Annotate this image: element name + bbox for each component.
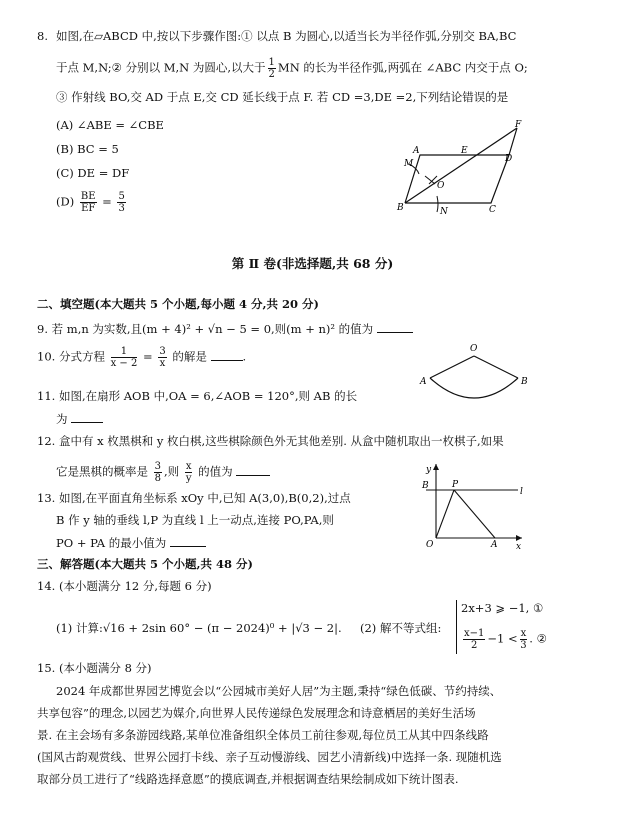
q12-line1: 12. 盒中有 x 枚黑棋和 y 枚白棋,这些棋除颜色外无其他差别. 从盒中随机取出一枚棋子,如果 [37, 434, 504, 448]
q13-label-a: A [491, 540, 498, 550]
q13-line1: 13. 如图,在平面直角坐标系 xOy 中,已知 A(3,0),B(0,2),过点 [37, 491, 351, 505]
q14-heading: 14. (本小题满分 12 分,每题 6 分) [37, 579, 212, 593]
q11-line1: 11. 如图,在扇形 AOB 中,OA = 6,∠AOB = 120°,则 AB 的长 [37, 389, 358, 403]
q8-label-c: C [489, 205, 496, 215]
q13-label-b: B [422, 481, 429, 491]
q15-line3: 景. 在主会场有多条游园线路,某单位准备组织全体员工前往参观,每位员工从其中四条线路 [37, 728, 489, 742]
q8-label-e: E [461, 146, 468, 156]
q12-line2: 它是黑棋的概率是 $\frac{3}{8}$ ,则 $\frac{x}{y}$ 的值为 [56, 461, 270, 484]
q11-label-a: A [420, 377, 427, 387]
q15-line4: (国风古韵观赏线、世界公园打卡线、亲子互动慢游线、园艺小清新线)中选择一条. 现随机选 [37, 750, 502, 764]
q15-heading: 15. (本小题满分 8 分) [37, 661, 152, 675]
q15-line5: 取部分员工进行了“线路选择意愿”的摸底调查,并根据调查结果绘制成如下统计图表. [37, 772, 459, 786]
section2-heading: 二、填空题(本大题共 5 个小题,每小题 4 分,共 20 分) [37, 297, 319, 311]
q11-label-b: B [521, 377, 528, 387]
q8-label-d: D [505, 154, 513, 164]
q11-sector-figure [418, 340, 530, 420]
q13-coordinate-figure [418, 458, 528, 550]
q13-line2: B 作 y 轴的垂线 l,P 为直线 l 上一动点,连接 PO,PA,则 [56, 513, 334, 527]
q13-label-p: P [452, 480, 459, 490]
q9-text: 9. 若 m,n 为实数,且(m + 4)² + √n − 5 = 0,则(m + n)² 的值为 [37, 320, 413, 337]
q8-option-d: (D) $\frac{BE}{EF}$ = $\frac{5}{3}$ [56, 191, 125, 214]
section3-heading: 三、解答题(本大题共 5 个小题,共 48 分) [37, 557, 253, 571]
q8-line2: 于点 M,N;② 分别以 M,N 为圆心,以大于 $\frac{1}{2}$ MN 的长为半径作弧,两弧在 ∠ABC 内交于点 O; [56, 57, 528, 80]
q14-part1: (1) 计算:√16 + 2sin 60° − (π − 2024)⁰ + |√3 − 2|. [56, 621, 342, 635]
q13-label-o: O [426, 540, 434, 550]
q15-line1: 2024 年成都世界园艺博览会以“公园城市美好人居”为主题,秉持“绿色低碳、节约持续、 [56, 684, 502, 698]
q12-answer-blank[interactable] [236, 463, 270, 476]
q11-line2: 为 [56, 410, 103, 427]
q10-text: 10. 分式方程 $\frac{1}{x - 2}$ = $\frac{3}{x}$ 的解是 . [37, 346, 247, 369]
q11-answer-blank[interactable] [71, 410, 103, 423]
q13-label-x: x [516, 542, 522, 550]
q14-system-brace [456, 600, 457, 654]
q8-parallelogram-figure [395, 118, 530, 218]
q14-part2-label: (2) 解不等式组: [360, 621, 442, 635]
q8-option-c: (C) DE = DF [56, 166, 130, 180]
q13-label-y: y [426, 465, 432, 475]
q14-inequality-2: $\frac{x-1}{2}$ −1 < $\frac{x}{3}$ . ② [464, 628, 547, 651]
part2-title: 第 Ⅱ 卷(非选择题,共 68 分) [231, 256, 394, 271]
q8-label-b: B [397, 203, 404, 213]
q8-line1: 如图,在▱ABCD 中,按以下步骤作图:① 以点 B 为圆心,以适当长为半径作弧,分别交 BA,BC [56, 29, 517, 43]
q8-label-o: O [437, 181, 445, 191]
q13-answer-blank[interactable] [170, 534, 206, 547]
q11-label-o: O [470, 344, 478, 354]
q8-label-n: N [440, 207, 448, 217]
q8-label-a: A [413, 146, 420, 156]
q10-answer-blank[interactable] [211, 348, 243, 361]
q8-half-fraction: $\frac{1}{2}$ [268, 57, 275, 80]
q14-inequality-1: 2x+3 ⩾ −1, ① [461, 601, 544, 615]
q8-option-a: (A) ∠ABE = ∠CBE [56, 118, 164, 132]
q8-line3: ③ 作射线 BO,交 AD 于点 E,交 CD 延长线于点 F. 若 CD =3,DE =2,下列结论错误的是 [56, 90, 509, 104]
q8-option-b: (B) BC = 5 [56, 142, 119, 156]
q13-label-l: l [520, 487, 523, 497]
q8-label-f: F [515, 120, 522, 130]
q13-line3: PO + PA 的最小值为 [56, 534, 206, 551]
q9-answer-blank[interactable] [377, 320, 413, 333]
q8-label-m: M [404, 159, 414, 169]
q8-number: 8. [37, 29, 48, 43]
q15-line2: 共享包容”的理念,以园艺为媒介,向世界人民传递绿色发展理念和诗意栖居的美好生活场 [37, 706, 476, 720]
